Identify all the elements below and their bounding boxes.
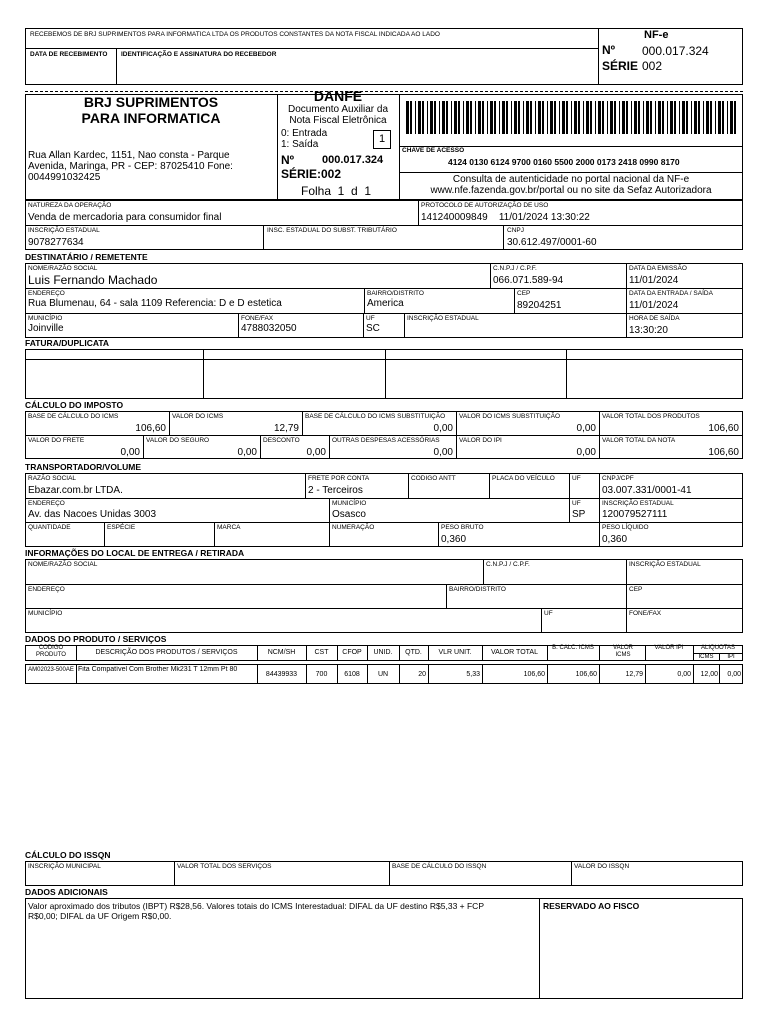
th-unid: UNID. <box>373 649 393 656</box>
v-prod: 106,60 <box>708 423 739 434</box>
transp-endereco: Av. das Nacoes Unidas 3003 <box>28 509 157 520</box>
transp-uf2: SP <box>572 509 586 520</box>
transp-ie-label: INSCRIÇÃO ESTADUAL <box>602 500 674 507</box>
transp-cnpj-label: CNPJ/CPF <box>602 475 634 482</box>
barcode <box>406 101 737 134</box>
th-bc-icms: B. CALC. ICMS <box>552 645 594 651</box>
th-v-icms: VALOR ICMS <box>613 645 633 658</box>
danfe-folha: Folha 1 d 1 <box>301 184 372 198</box>
emitente-endereco-1: Rua Allan Kardec, 1151, Nao consta - Parque <box>28 150 230 161</box>
section-local: INFORMAÇÕES DO LOCAL DE ENTREGA / RETIRADA <box>25 548 245 558</box>
td-bc-icms: 106,60 <box>575 671 597 678</box>
v-nota-label: VALOR TOTAL DA NOTA <box>602 437 676 444</box>
transp-frete: 2 - Terceiros <box>308 485 363 496</box>
th-cst: CST <box>314 649 329 656</box>
section-issqn: CÁLCULO DO ISSQN <box>25 850 111 860</box>
canhoto-serie: 002 <box>642 59 663 73</box>
danfe-title: DANFE <box>313 88 363 104</box>
iest-label: INSC. ESTADUAL DO SUBST. TRIBUTÁRIO <box>267 227 397 234</box>
bc-icms-label: BASE DE CÁLCULO DO ICMS <box>28 413 119 420</box>
transp-peso-liq: 0,360 <box>602 534 628 545</box>
td-ncm: 84439933 <box>265 671 298 678</box>
dest-entrada: 11/01/2024 <box>629 300 679 311</box>
adicionais-info-1: Valor aproximado dos tributos (IBPT) R$28,56. Valores totais do ICMS Interestadual: DIFAL da UF destino R$5,33 + FCP <box>28 901 484 911</box>
dest-municipio: Joinville <box>28 323 64 334</box>
dest-ie-label: INSCRIÇÃO ESTADUAL <box>407 315 479 322</box>
dest-emissao-label: DATA DA EMISSÃO <box>629 265 687 272</box>
dest-entrada-label: DATA DA ENTRADA / SAÍDA <box>629 290 713 297</box>
td-aliq-ipi: 0,00 <box>727 671 741 678</box>
seguro: 0,00 <box>237 447 257 458</box>
frete-label: VALOR DO FRETE <box>28 437 85 444</box>
td-cst: 700 <box>315 671 328 678</box>
consulta-1: Consulta de autenticidade no portal nacional da NF-e <box>452 174 690 185</box>
local-endereco-label: ENDEREÇO <box>28 586 65 593</box>
td-descricao: Fita Compatível Com Brother Mk231 T 12mm Pt 80 <box>78 666 238 673</box>
td-aliq-icms: 12,00 <box>700 671 718 678</box>
section-transportador: TRANSPORTADOR/VOLUME <box>25 462 142 472</box>
protocolo-value: 141240009849 11/01/2024 13:30:22 <box>421 212 590 223</box>
dest-fone: 4788032050 <box>241 323 297 334</box>
transp-peso-liq-label: PESO LÍQUIDO <box>602 524 649 531</box>
local-bairro-label: BAIRRO/DISTRITO <box>449 586 506 593</box>
local-ie-label: INSCRIÇÃO ESTADUAL <box>629 561 701 568</box>
transp-endereco-label: ENDEREÇO <box>28 500 65 507</box>
outras: 0,00 <box>433 447 453 458</box>
th-codigo: CODIGO PRODUTO <box>36 645 66 658</box>
ipi: 0,00 <box>576 447 596 458</box>
td-v-icms: 12,79 <box>625 671 643 678</box>
dest-emissao: 11/01/2024 <box>629 275 679 286</box>
emitente-nome-1: BRJ SUPRIMENTOS <box>83 94 219 110</box>
natureza-value: Venda de mercadoria para consumidor final <box>28 212 222 223</box>
td-valor-total: 106,60 <box>523 671 545 678</box>
th-aliq-icms: ICMS <box>698 654 714 660</box>
dest-uf: SC <box>366 323 380 334</box>
section-produtos: DADOS DO PRODUTO / SERVIÇOS <box>25 634 167 644</box>
transp-razao-label: RAZÃO SOCIAL <box>28 475 77 482</box>
td-cfop: 6108 <box>344 671 360 678</box>
th-qtd: QTD. <box>405 649 422 656</box>
danfe-numero: 000.017.324 <box>322 154 384 166</box>
td-vlr-unit: 5,33 <box>466 671 480 678</box>
fisco-label: RESERVADO AO FISCO <box>543 901 640 911</box>
canhoto-numero: 000.017.324 <box>642 44 709 58</box>
danfe-sub-1: Documento Auxiliar da <box>287 104 389 115</box>
dest-endereco: Rua Blumenau, 64 - sala 1109 Referencia: D e D estetica <box>28 298 282 309</box>
th-aliquotas: ALIQUOTAS <box>701 645 735 651</box>
desconto-label: DESCONTO <box>263 437 300 444</box>
section-destinatario: DESTINATÁRIO / REMETENTE <box>25 252 148 262</box>
v-prod-label: VALOR TOTAL DOS PRODUTOS <box>602 413 700 420</box>
transp-peso-bruto-label: PESO BRUTO <box>441 524 484 531</box>
v-st: 0,00 <box>576 423 596 434</box>
dest-fone-label: FONE/FAX <box>241 315 274 322</box>
ie-label: INSCRIÇÃO ESTADUAL <box>28 227 100 234</box>
th-descricao: DESCRIÇÃO DOS PRODUTOS / SERVIÇOS <box>95 649 238 656</box>
canhoto-nfe-label: NF-e <box>644 29 669 41</box>
dest-nome-label: NOME/RAZÃO SOCIAL <box>28 265 98 272</box>
td-codigo: AM02023-500AE <box>28 667 74 673</box>
transp-municipio-label: MUNICÍPIO <box>332 500 367 507</box>
th-aliq-ipi: IPI <box>727 654 735 660</box>
v-st-label: VALOR DO ICMS SUBSTITUIÇÃO <box>459 413 561 420</box>
natureza-label: NATUREZA DA OPERAÇÃO <box>28 202 112 209</box>
issqn-valor-label: VALOR DO ISSQN <box>574 863 630 870</box>
dest-cnpj: 066.071.589-94 <box>493 275 564 286</box>
issqn-bc-label: BASE DE CÁLCULO DO ISSQN <box>392 863 487 870</box>
v-nota: 106,60 <box>708 447 739 458</box>
th-ncm: NCM/SH <box>267 649 296 656</box>
consulta-2: www.nfe.fazenda.gov.br/portal ou no site da Sefaz Autorizadora <box>430 185 712 196</box>
dest-municipio-label: MUNICÍPIO <box>28 315 63 322</box>
danfe-saida: 1: Saída <box>281 139 319 150</box>
dest-bairro: America <box>367 298 404 309</box>
transp-razao: Ebazar.com.br LTDA. <box>28 485 123 496</box>
canhoto-serie-label: SÉRIE <box>602 59 639 73</box>
canhoto-text: RECEBEMOS DE BRJ SUPRIMENTOS PARA INFORMATICA LTDA OS PRODUTOS CONSTANTES DA NOTA FISCAL INDICADA AO LADO <box>30 31 440 38</box>
issqn-box <box>25 861 743 886</box>
emitente-endereco-2: Avenida, Maringa, PR - CEP: 87025410 Fone: <box>28 161 233 172</box>
outras-label: OUTRAS DESPESAS ACESSÓRIAS <box>332 437 440 444</box>
th-valor-total: VALOR TOTAL <box>491 649 538 656</box>
section-fatura: FATURA/DUPLICATA <box>25 338 110 348</box>
danfe-sub-2: Nota Fiscal Eletrônica <box>289 115 387 126</box>
dest-bairro-label: BAIRRO/DISTRITO <box>367 290 424 297</box>
local-box <box>25 559 743 633</box>
th-v-ipi: VALOR IPI <box>654 645 684 651</box>
section-adicionais: DADOS ADICIONAIS <box>25 887 108 897</box>
identificacao-label: IDENTIFICAÇÃO E ASSINATURA DO RECEBEDOR <box>121 51 277 58</box>
danfe-serie: SÉRIE:002 <box>281 167 342 181</box>
desconto: 0,00 <box>306 447 326 458</box>
ie-value: 9078277634 <box>28 237 84 248</box>
protocolo-label: PROTOCOLO DE AUTORIZAÇÃO DE USO <box>421 202 549 209</box>
chave-label: CHAVE DE ACESSO <box>402 147 465 154</box>
dest-cep: 89204251 <box>517 300 562 311</box>
cnpj-value: 30.612.497/0001-60 <box>507 237 597 248</box>
v-icms-label: VALOR DO ICMS <box>172 413 224 420</box>
transp-antt-label: CODIGO ANTT <box>411 475 456 482</box>
dest-hora-label: HORA DE SAÍDA <box>629 315 680 322</box>
local-fone-label: FONE/FAX <box>629 610 662 617</box>
adicionais-info-2: R$0,00; DIFAL da UF Origem R$0,00. <box>28 911 172 921</box>
seguro-label: VALOR DO SEGURO <box>146 437 210 444</box>
dest-cnpj-label: C.N.P.J / C.P.F. <box>493 265 537 272</box>
dest-uf-label: UF <box>366 315 375 322</box>
td-v-ipi: 0,00 <box>677 671 691 678</box>
transp-especie-label: ESPÉCIE <box>107 524 136 531</box>
bc-st-label: BASE DE CÁLCULO DO ICMS SUBSTITUIÇÃO <box>305 413 446 420</box>
transp-qtd-label: QUANTIDADE <box>28 524 71 531</box>
transp-numeracao-label: NUMERAÇÃO <box>332 524 375 531</box>
transp-uf2-label: UF <box>572 500 581 507</box>
dest-hora: 13:30:20 <box>629 325 668 336</box>
emitente-nome-2: PARA INFORMATICA <box>81 110 221 126</box>
cnpj-label: CNPJ <box>507 227 524 234</box>
th-cfop: CFOP <box>342 649 362 656</box>
transp-placa-label: PLACA DO VEÍCULO <box>492 475 555 482</box>
danfe-numero-label: Nº <box>281 153 295 167</box>
local-municipio-label: MUNICÍPIO <box>28 610 63 617</box>
transp-ie: 120079527111 <box>602 509 668 520</box>
danfe-tipo: 1 <box>378 133 386 145</box>
emitente-endereco-3: 0044991032425 <box>28 172 101 183</box>
transp-frete-label: FRETE POR CONTA <box>308 475 370 482</box>
bc-st: 0,00 <box>433 423 453 434</box>
transp-cnpj: 03.007.331/0001-41 <box>602 485 692 496</box>
issqn-im-label: INSCRIÇÃO MUNICIPAL <box>28 863 101 870</box>
fatura-box <box>25 349 743 399</box>
transp-marca-label: MARCA <box>217 524 241 531</box>
dest-nome: Luis Fernando Machado <box>28 273 158 287</box>
td-unid: UN <box>377 671 389 678</box>
v-icms: 12,79 <box>273 423 299 434</box>
chave-value: 4124 0130 6124 9700 0160 5500 2000 0173 2418 0990 8170 <box>448 157 680 167</box>
local-cep-label: CEP <box>629 586 643 593</box>
transp-peso-bruto: 0,360 <box>441 534 467 545</box>
bc-icms: 106,60 <box>135 423 166 434</box>
local-nome-label: NOME/RAZÃO SOCIAL <box>28 561 98 568</box>
ipi-label: VALOR DO IPI <box>459 437 502 444</box>
frete: 0,00 <box>120 447 140 458</box>
local-uf-label: UF <box>544 610 553 617</box>
canhoto-numero-label: Nº <box>602 43 616 57</box>
data-recebimento-label: DATA DE RECEBIMENTO <box>30 51 108 58</box>
section-imposto: CÁLCULO DO IMPOSTO <box>25 400 124 410</box>
dest-cep-label: CEP <box>517 290 531 297</box>
td-qtd: 20 <box>418 671 426 678</box>
local-cnpj-label: C.N.P.J / C.P.F. <box>486 561 530 568</box>
dest-endereco-label: ENDEREÇO <box>28 290 65 297</box>
issqn-servicos-label: VALOR TOTAL DOS SERVIÇOS <box>177 863 272 870</box>
th-vlr-unit: VLR UNIT. <box>438 649 472 656</box>
transp-municipio: Osasco <box>332 509 366 520</box>
transp-uf-label: UF <box>572 475 581 482</box>
danfe-entrada: 0: Entrada <box>281 128 328 139</box>
